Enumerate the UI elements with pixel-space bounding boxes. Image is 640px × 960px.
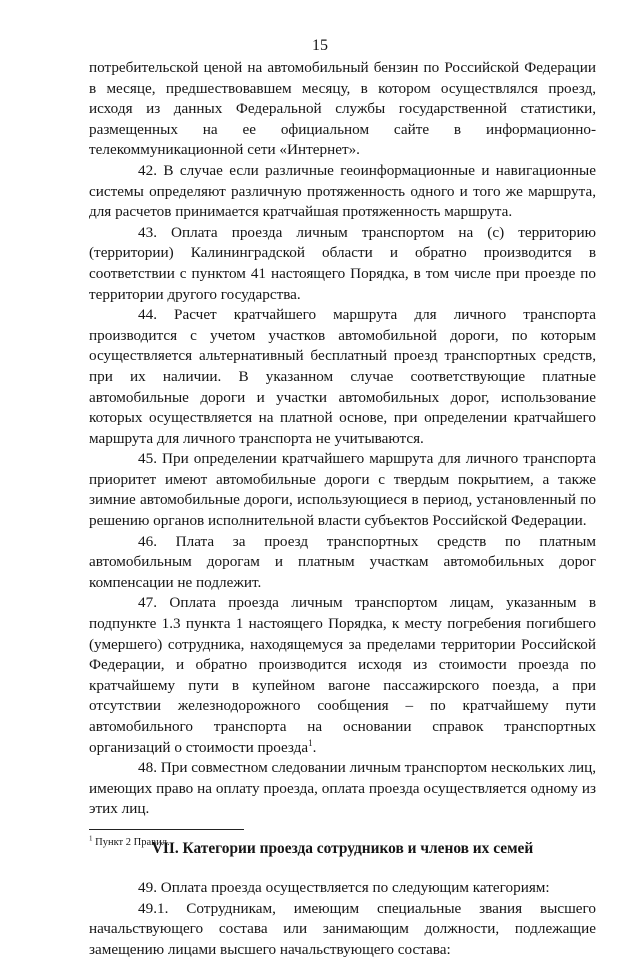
paragraph-44: 44. Расчет кратчайшего маршрута для личного транспорта производится с учетом участков автомобильной дороги, по которым осуществляется альтернативный бесплатный проезд транспортных средств, при их наличии. В указанном случае соответствующие платные автомобильные дороги и участки автомобильных дорог, использование которых осуществляется на платной основе, при определении кратчайшего маршрута для личного транспорта не учитываются. — [89, 306, 596, 447]
paragraph-47-end: . — [312, 738, 317, 756]
paragraph-49: 49. Оплата проезда осуществляется по следующим категориям: — [138, 878, 550, 896]
paragraph-48: 48. При совместном следовании личным транспортом нескольких лиц, имеющих право на оплату проезда, оплата проезда осуществляется одному из этих лиц. — [89, 759, 596, 818]
paragraph-45: 45. При определении кратчайшего маршрута для личного транспорта приоритет имеют автомобильные дороги с твердым покрытием, а также зимние автомобильные дороги, использующиеся в период, установленный по решению органов исполнительной власти субъектов Российской Федерации. — [89, 450, 596, 530]
page-number: 15 — [312, 37, 328, 54]
paragraph-41-continuation: потребительской ценой на автомобильный бензин по Российской Федерации в месяце, предшествовавшем месяцу, в котором осуществлялся проезд, исходя из данных Федеральной службы государственной статистики, размещенных на ее официальном сайте в информационно-телекоммуникационной сети «Интернет». — [89, 59, 596, 159]
paragraph-43: 43. Оплата проезда личным транспортом на (с) территорию (территории) Калининградской области и обратно производится в соответствии с пунктом 41 настоящего Порядка, в том числе при проезде по территории другого государства. — [89, 223, 596, 303]
footnote-mark: 1 — [89, 834, 93, 843]
footnote-reference: 1 — [308, 737, 313, 748]
paragraph-49-1: 49.1. Сотрудникам, имеющим специальные звания высшего начальствующего состава или занимающим должности, подлежащие замещению лицами высшего начальствующего состава: — [89, 899, 596, 958]
section-heading: VII. Категории проезда сотрудников и членов их семей — [151, 839, 534, 857]
paragraph-47 — [89, 593, 596, 758]
footnote — [89, 836, 170, 849]
footnote-text: Пункт 2 Правил. — [92, 837, 170, 848]
paragraph-46: 46. Плата за проезд транспортных средств по платным автомобильным дорогам и платным участкам автомобильных дорог компенсации не подлежит. — [89, 532, 596, 591]
footnote-divider — [89, 829, 244, 830]
document-body — [89, 58, 596, 960]
paragraph-47-text: 47. Оплата проезда личным транспортом лицам, указанным в подпункте 1.3 пункта 1 настоящего Порядка, к месту погребения погибшего (умершего) сотрудника, находящемуся за пределами территории Российской Федерации, и обратно производится исходя из стоимости проезда по кратчайшему пути в купейном вагоне пассажирского поезда, а при отсутствии железнодорожного сообщения – по кратчайшему пути автомобильного транспорта на основании справок транспортных организаций о стоимости проезда — [89, 594, 596, 756]
paragraph-42: 42. В случае если различные геоинформационные и навигационные системы определяют различную протяженность одного и того же маршрута, для расчетов принимается кратчайшая протяженность маршрута. — [89, 161, 596, 221]
